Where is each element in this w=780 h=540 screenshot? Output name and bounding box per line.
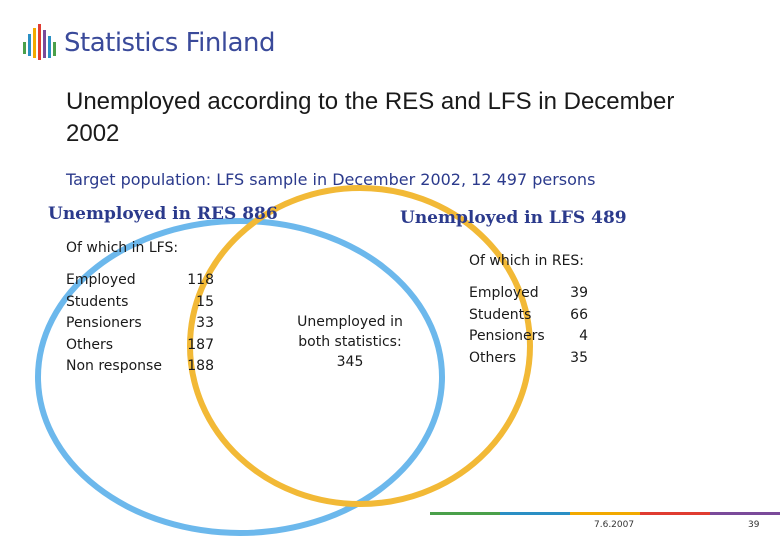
statistics-finland-logo (22, 22, 56, 64)
row-value: 4 (579, 328, 588, 344)
row-label: Students (469, 306, 532, 323)
row-value: 39 (570, 285, 588, 301)
res-heading: Unemployed in RES 886 (48, 204, 278, 224)
page-number: 39 (748, 520, 760, 530)
row-label: Others (469, 349, 517, 366)
res-breakdown-table (66, 270, 214, 378)
intersection-label (280, 312, 420, 372)
row-label: Non response (66, 358, 162, 374)
row-label: Pensioners (66, 315, 142, 331)
res-subheading: Of which in LFS: (66, 240, 179, 256)
row-label: Students (66, 293, 129, 310)
row-label: Others (66, 336, 114, 353)
row-value: 35 (570, 349, 588, 366)
lfs-row-pensioners (469, 326, 588, 348)
intersection-line-1: Unemployed in (297, 314, 403, 330)
footer-bar-segment (500, 512, 571, 515)
lfs-row-students (469, 305, 588, 327)
lfs-breakdown-table (469, 283, 588, 369)
lfs-subheading: Of which in RES: (469, 253, 585, 269)
res-row-non-response (66, 356, 214, 378)
lfs-row-employed (469, 283, 588, 305)
row-value: 15 (196, 293, 214, 310)
row-label: Employed (66, 272, 136, 288)
row-value: 187 (187, 336, 214, 353)
row-label: Employed (469, 285, 539, 301)
res-row-employed (66, 270, 214, 292)
row-value: 33 (196, 315, 214, 331)
footer-bar-segment (430, 512, 501, 515)
slide-title: Unemployed according to the RES and LFS in December 2002 (66, 88, 675, 147)
row-value: 188 (187, 358, 214, 374)
row-label: Pensioners (469, 328, 545, 344)
lfs-heading: Unemployed in LFS 489 (400, 208, 627, 228)
res-row-others (66, 335, 214, 357)
footer-bar-segment (710, 512, 780, 515)
intersection-line-2: both statistics: (298, 334, 402, 350)
res-row-pensioners (66, 313, 214, 335)
logo-text: Statistics Finland (64, 28, 276, 58)
row-value: 118 (187, 272, 214, 288)
footer-bar-segment (640, 512, 711, 515)
row-value: 66 (570, 306, 588, 323)
intersection-count: 345 (336, 354, 364, 370)
slide-subtitle: Target population: LFS sample in December 2002, 12 497 persons (66, 170, 596, 189)
footer-date: 7.6.2007 (594, 520, 635, 530)
footer-bar-segment (570, 512, 641, 515)
lfs-row-others (469, 348, 588, 370)
footer-color-bar (430, 512, 780, 515)
res-row-students (66, 292, 214, 314)
